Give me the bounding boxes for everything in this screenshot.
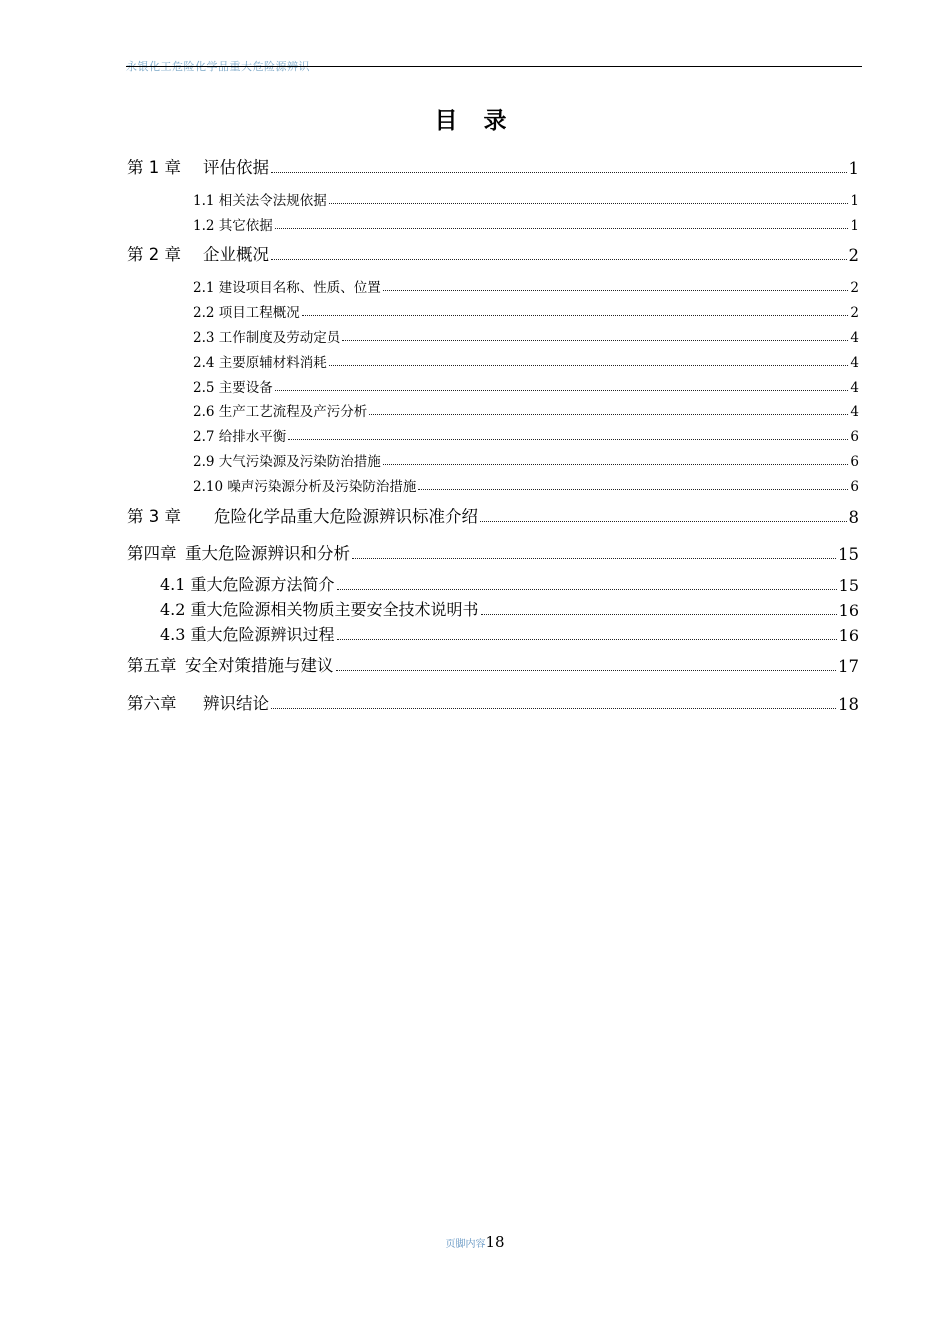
entry-title: 2.7 给排水平衡 — [193, 429, 287, 445]
toc-entry-2-9[interactable] — [193, 450, 859, 470]
header-divider — [126, 66, 862, 67]
toc-entry-2-2[interactable] — [193, 301, 859, 321]
toc-entry-chapter-3[interactable] — [127, 503, 859, 527]
entry-title: 危险化学品重大危险源辨识标准介绍 — [214, 507, 478, 526]
page-number: 6 — [850, 454, 859, 470]
page-number: 17 — [838, 657, 859, 676]
chapter-number: 第六章 — [127, 694, 177, 713]
page-number: 4 — [850, 380, 859, 396]
entry-title: 1.1 相关法令法规依据 — [193, 193, 327, 209]
leader-dots — [480, 521, 847, 522]
page-number: 15 — [838, 545, 859, 564]
toc-entry-2-10[interactable] — [193, 475, 859, 495]
page-number: 1 — [848, 159, 859, 178]
entry-title: 4.3 重大危险源辨识过程 — [160, 625, 335, 644]
toc-entry-chapter-5[interactable] — [127, 652, 859, 676]
toc-entry-2-6[interactable] — [193, 400, 859, 420]
leader-dots — [302, 315, 849, 316]
toc-entry-4-3[interactable] — [160, 622, 859, 645]
page-number: 1 — [850, 193, 859, 209]
page-number: 4 — [850, 404, 859, 420]
toc-entry-chapter-2[interactable] — [127, 241, 859, 265]
entry-title: 4.1 重大危险源方法简介 — [160, 575, 335, 594]
page-number: 8 — [848, 508, 859, 527]
page-footer — [0, 1232, 950, 1251]
entry-title: 2.5 主要设备 — [193, 380, 273, 396]
leader-dots — [352, 558, 836, 559]
footer-page-number: 18 — [485, 1233, 505, 1251]
leader-dots — [271, 259, 847, 260]
toc-entry-2-7[interactable] — [193, 425, 859, 445]
page-number: 15 — [838, 576, 859, 595]
page-number: 2 — [850, 280, 859, 296]
chapter-number: 第 3 章 — [127, 507, 181, 526]
toc-entry-chapter-6[interactable] — [127, 690, 859, 714]
leader-dots — [275, 228, 849, 229]
page-number: 4 — [850, 330, 859, 346]
leader-dots — [481, 614, 837, 615]
entry-title: 4.2 重大危险源相关物质主要安全技术说明书 — [160, 600, 479, 619]
entry-title: 企业概况 — [203, 245, 269, 264]
toc-entry-1-2[interactable] — [193, 214, 859, 234]
toc-entry-4-2[interactable] — [160, 597, 859, 620]
entry-title: 1.2 其它依据 — [193, 218, 273, 234]
toc-entry-chapter-1[interactable] — [127, 154, 859, 178]
entry-title: 2.9 大气污染源及污染防治措施 — [193, 454, 381, 470]
chapter-number: 第四章 — [127, 544, 177, 563]
leader-dots — [271, 708, 836, 709]
leader-dots — [369, 414, 848, 415]
leader-dots — [418, 489, 848, 490]
leader-dots — [337, 589, 837, 590]
page-number: 1 — [850, 218, 859, 234]
page-number: 18 — [838, 695, 859, 714]
entry-title: 2.6 生产工艺流程及产污分析 — [193, 404, 368, 420]
toc-entry-chapter-4[interactable] — [127, 540, 859, 564]
toc-entry-2-3[interactable] — [193, 326, 859, 346]
leader-dots — [337, 639, 837, 640]
entry-title: 辨识结论 — [203, 694, 269, 713]
leader-dots — [336, 670, 837, 671]
leader-dots — [383, 464, 849, 465]
page-number: 6 — [850, 479, 859, 495]
leader-dots — [271, 172, 847, 173]
leader-dots — [288, 439, 848, 440]
chapter-number: 第 2 章 — [127, 245, 181, 264]
page-number: 4 — [850, 355, 859, 371]
entry-title: 2.3 工作制度及劳动定员 — [193, 330, 341, 346]
leader-dots — [342, 340, 848, 341]
leader-dots — [383, 290, 849, 291]
chapter-number: 第五章 — [127, 656, 177, 675]
toc-entry-2-4[interactable] — [193, 351, 859, 371]
page-number: 2 — [848, 246, 859, 265]
leader-dots — [329, 203, 849, 204]
entry-title: 2.4 主要原辅材料消耗 — [193, 355, 327, 371]
toc-title: 目 录 — [434, 108, 516, 134]
toc-entry-2-1[interactable] — [193, 276, 859, 296]
entry-title: 2.1 建设项目名称、性质、位置 — [193, 280, 381, 296]
page-number: 16 — [838, 626, 859, 645]
page-number: 6 — [850, 429, 859, 445]
toc-entry-4-1[interactable] — [160, 572, 859, 595]
leader-dots — [275, 390, 849, 391]
footer-text: 页脚内容 — [445, 1239, 486, 1250]
toc-entry-2-5[interactable] — [193, 376, 859, 396]
entry-title: 安全对策措施与建议 — [185, 656, 334, 675]
page-number: 16 — [838, 601, 859, 620]
entry-title: 2.2 项目工程概况 — [193, 305, 300, 321]
toc-entry-1-1[interactable] — [193, 189, 859, 209]
leader-dots — [329, 365, 849, 366]
page-number: 2 — [850, 305, 859, 321]
entry-title: 评估依据 — [203, 158, 269, 177]
entry-title: 重大危险源辨识和分析 — [185, 544, 350, 563]
entry-title: 2.10 噪声污染源分析及污染防治措施 — [193, 479, 417, 495]
header-title: 永银化工危险化学品重大危险源辨识 — [126, 60, 310, 73]
chapter-number: 第 1 章 — [127, 158, 181, 177]
